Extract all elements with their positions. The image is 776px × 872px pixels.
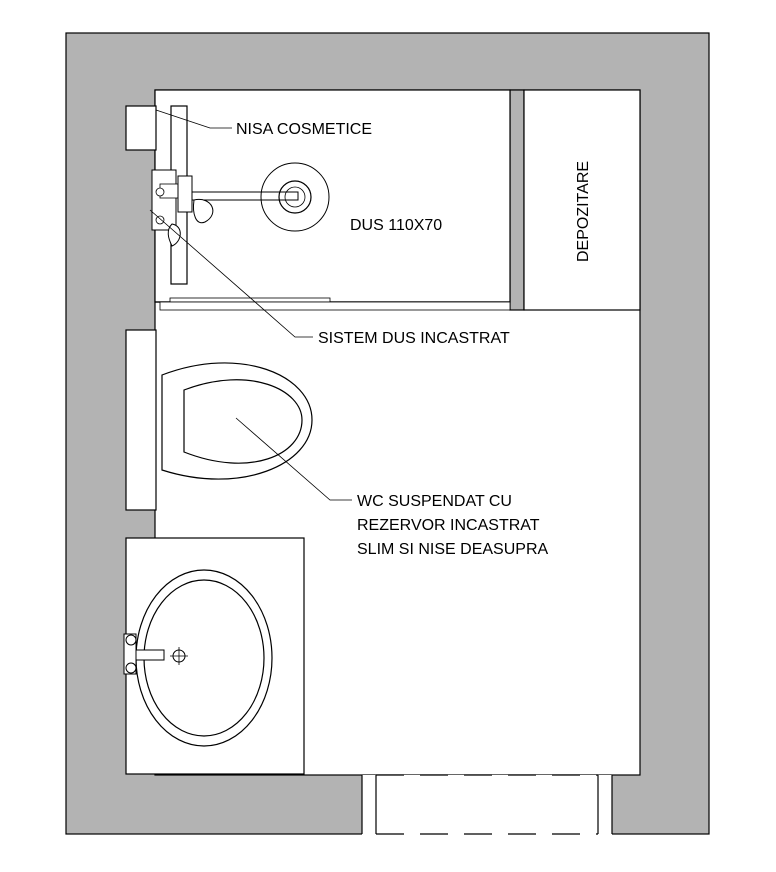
label-sistem-dus: SISTEM DUS INCASTRAT [318,330,510,347]
door-opening [362,775,612,835]
label-depozitare: DEPOZITARE [575,160,592,262]
label-wc-line3: SLIM SI NISE DEASUPRA [357,541,549,558]
label-wc-line1: WC SUSPENDAT CU [357,493,512,510]
cosmetics-niche [126,106,156,150]
label-wc-line2: REZERVOR INCASTRAT [357,517,540,534]
label-nisa-cosmetice: NISA COSMETICE [236,121,373,138]
label-dus: DUS 110X70 [350,217,443,234]
wc-niche [126,330,156,510]
sink [124,538,304,774]
